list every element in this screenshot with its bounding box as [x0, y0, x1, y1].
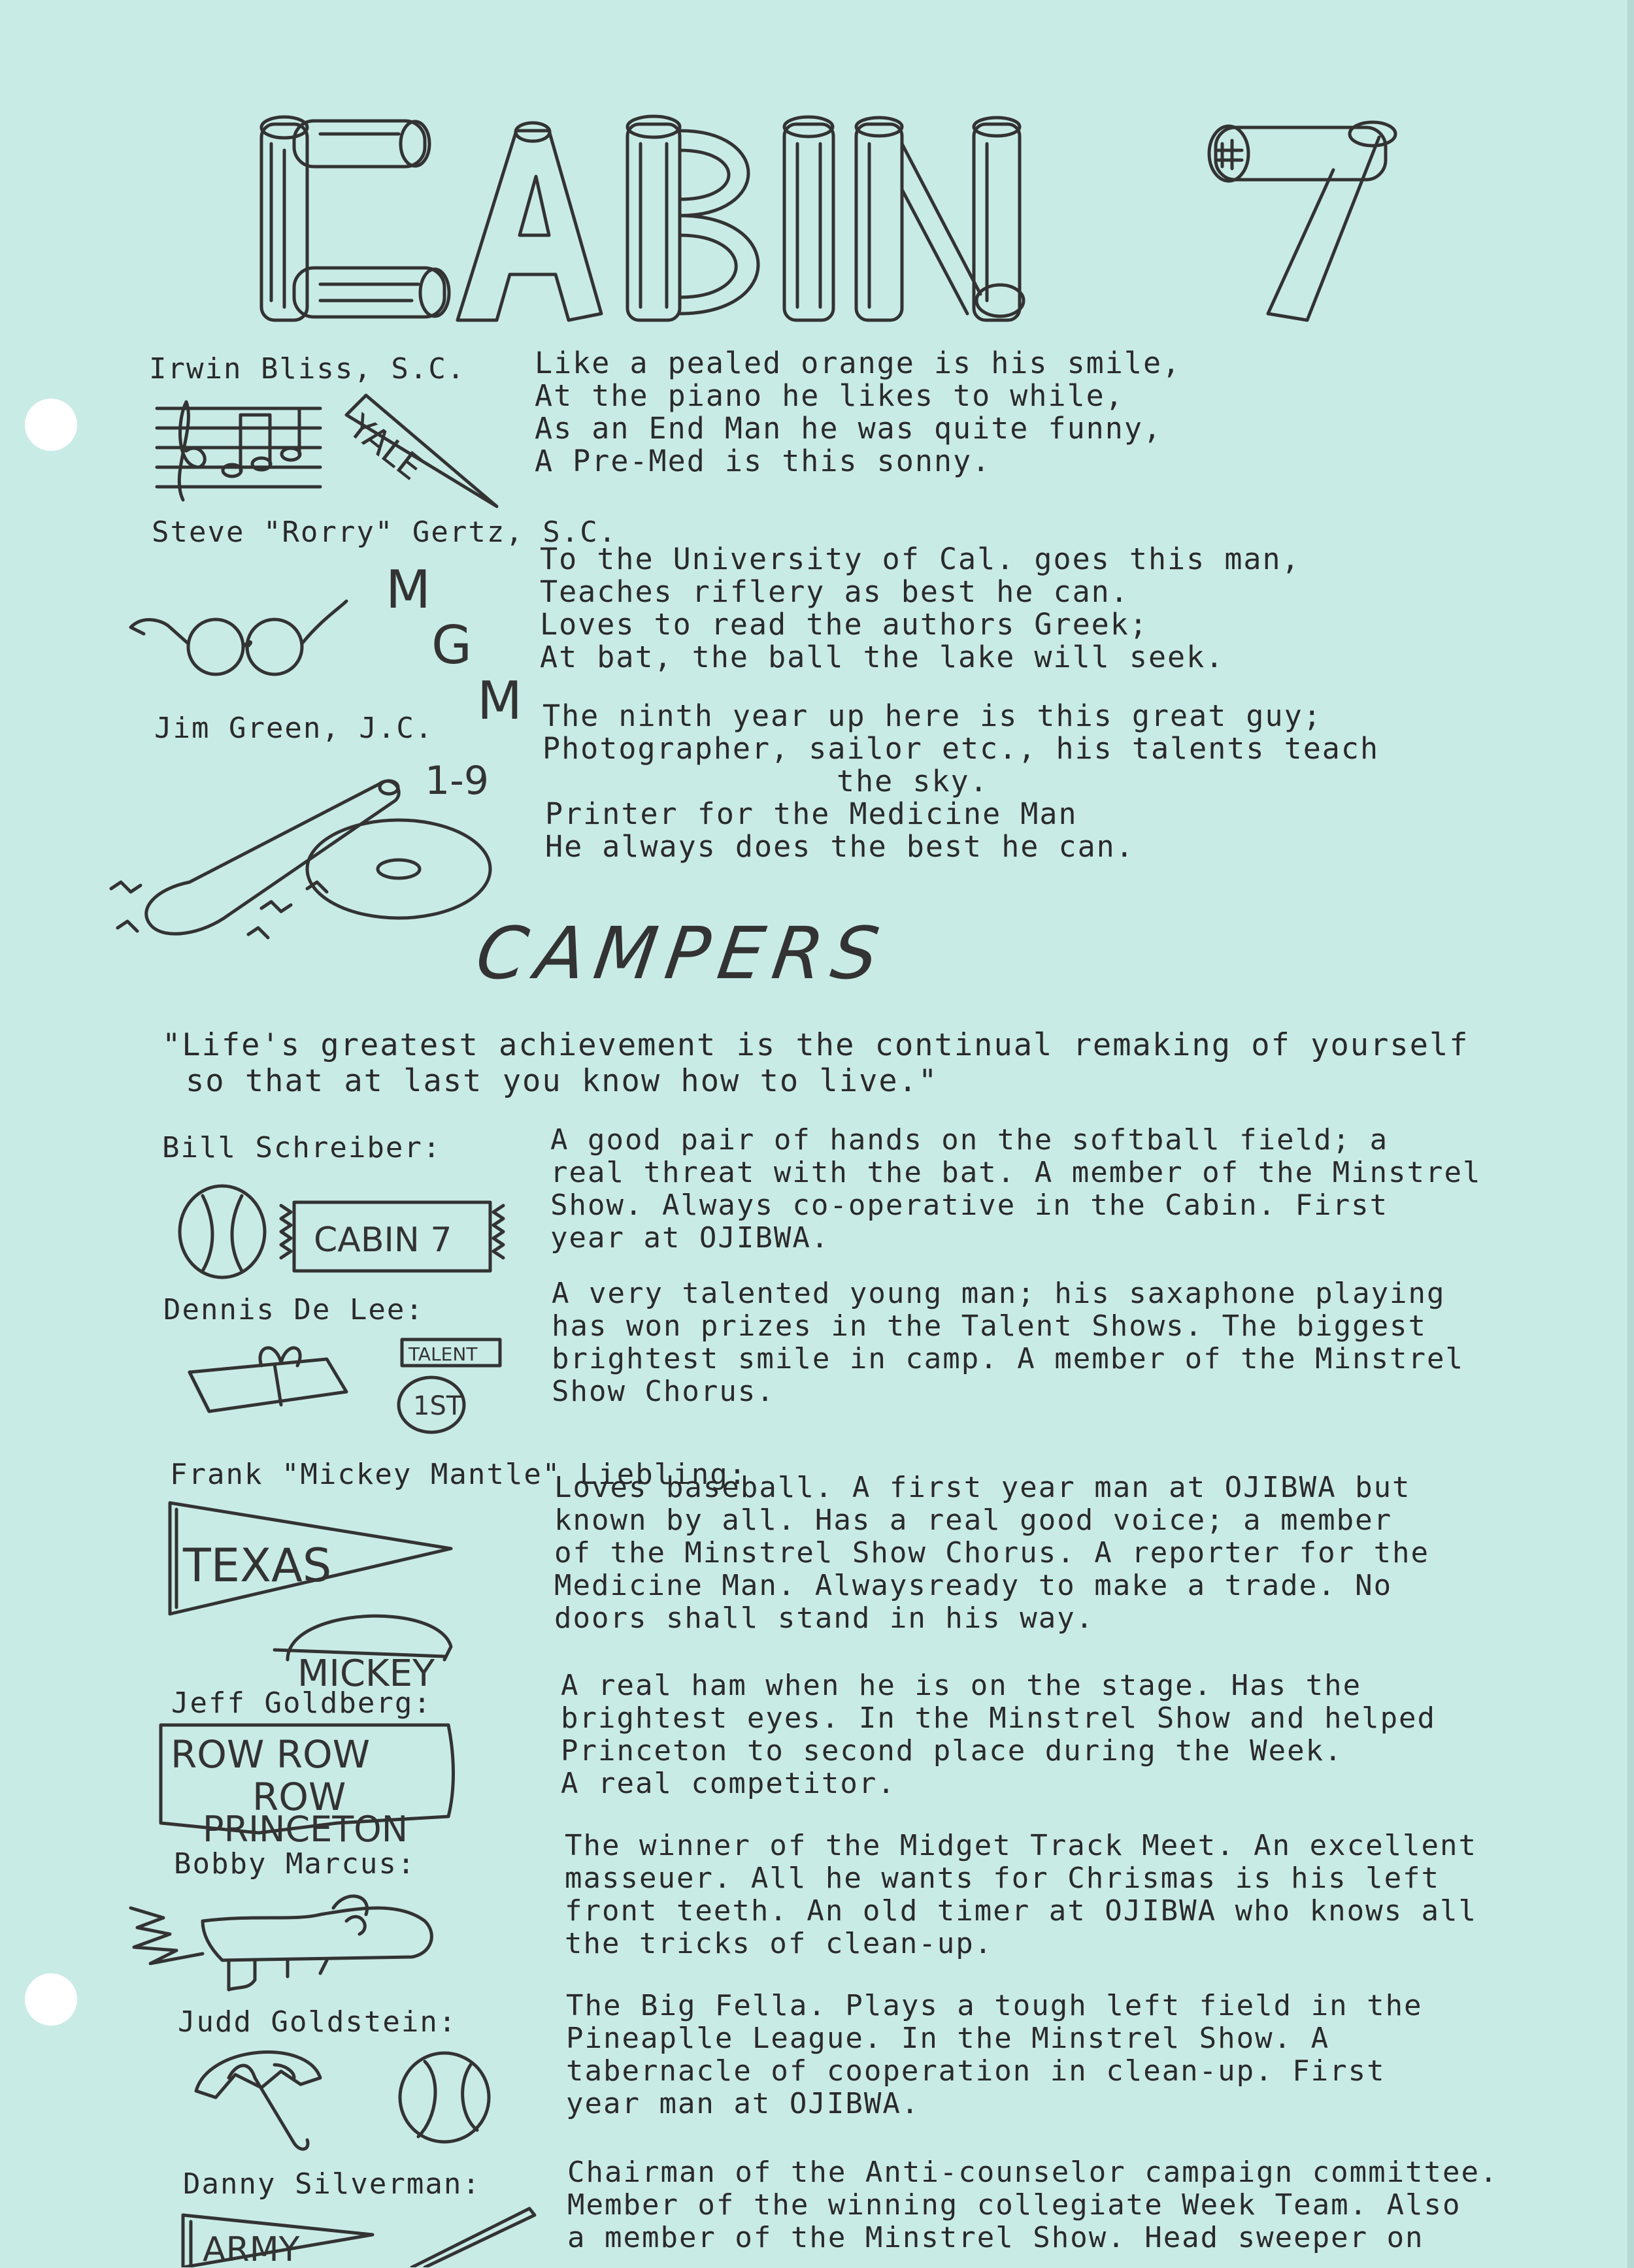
svg-text:1-9: 1-9: [425, 758, 489, 804]
counselor-name-bliss: Irwin Bliss, S.C.: [149, 352, 466, 386]
verse-line: Printer for the Medicine Man: [545, 797, 1078, 831]
svg-text:CABIN 7: CABIN 7: [314, 1221, 452, 1260]
eyeglasses-doodle: [124, 588, 359, 693]
verse-line: A Pre-Med is this sonny.: [535, 444, 992, 478]
svg-text:TALENT: TALENT: [408, 1343, 478, 1365]
svg-text:ROW ROW: ROW ROW: [171, 1732, 371, 1777]
camper-name-marcus: Bobby Marcus:: [174, 1847, 416, 1881]
svg-text:M: M: [386, 559, 431, 620]
verse-line: At bat, the ball the lake will seek.: [540, 640, 1225, 674]
quote-line: "Life's greatest achievement is the continual remaking of yourself: [162, 1027, 1469, 1063]
bio-line: Chairman of the Anti-counselor campaign committee.: [567, 2156, 1499, 2189]
verse-line: He always does the best he can.: [545, 829, 1135, 864]
bio-line: A good pair of hands on the softball field; a: [550, 1123, 1389, 1157]
bio-line: A real competitor.: [561, 1767, 896, 1800]
bio-line: brightest eyes. In the Minstrel Show and helped: [561, 1701, 1437, 1735]
bio-line: a member of the Minstrel Show. Head sweeper on: [567, 2221, 1424, 2254]
bio-line: real threat with the bat. A member of the Minstrel: [550, 1156, 1482, 1189]
punch-hole-top: [25, 399, 77, 451]
camper-name-delee: Dennis De Lee:: [163, 1293, 424, 1326]
bio-line: the tricks of clean-up.: [565, 1927, 993, 1960]
bio-line: Medicine Man. Alwaysready to make a trade. No: [554, 1569, 1393, 1602]
princeton-label-doodle: [196, 1803, 497, 1849]
gift-box-and-talent-award-doodle: [183, 1326, 510, 1438]
bio-line: year man at OJIBWA.: [566, 2087, 920, 2120]
bio-line: Show Chorus.: [552, 1375, 775, 1408]
svg-text:PRINCETON: PRINCETON: [203, 1809, 408, 1849]
bio-line: A very talented young man; his saxaphone playing: [552, 1277, 1446, 1310]
bio-line: Pineaplle League. In the Minstrel Show. A: [566, 2022, 1330, 2055]
title-log-letters: [261, 116, 1395, 320]
svg-text:YALE: YALE: [341, 406, 430, 489]
bio-line: The Big Fella. Plays a tough left field in the: [566, 1989, 1423, 2022]
texas-pennant-and-mickey-cap-doodle: [157, 1496, 497, 1692]
bio-line: doors shall stand in his way.: [554, 1602, 1095, 1635]
verse-line: Like a pealed orange is his smile,: [535, 346, 1182, 380]
page-title: [248, 105, 1425, 340]
svg-text:ARMY: ARMY: [203, 2230, 300, 2267]
bio-line: year at OJIBWA.: [550, 1221, 830, 1255]
svg-text:M: M: [477, 670, 523, 725]
bio-line: The winner of the Midget Track Meet. An excellent: [565, 1829, 1478, 1862]
bio-line: known by all. Has a real good voice; a member: [554, 1504, 1393, 1537]
svg-text:ROW: ROW: [252, 1775, 346, 1819]
bio-line: A real ham when he is on the stage. Has the: [561, 1669, 1362, 1702]
umbrella-and-ball-doodle: [190, 2039, 503, 2156]
bio-line: Show. Always co-operative in the Cabin. First: [550, 1189, 1389, 1222]
bio-line: Loves baseball. A first year man at OJIBWA but: [554, 1471, 1411, 1504]
bio-line: of the Minstrel Show Chorus. A reporter for the: [554, 1536, 1430, 1570]
army-pennant-and-rifle-doodle: [176, 2195, 542, 2267]
campers-heading: CAMPERS: [471, 912, 893, 995]
verse-line: Loves to read the authors Greek;: [540, 607, 1148, 642]
quote-line: so that at last you know how to live.": [186, 1063, 939, 1099]
bio-line: front teeth. An old timer at OJIBWA who knows all: [565, 1894, 1478, 1928]
bio-line: Member of the winning collegiate Week Team. Also: [567, 2188, 1461, 2222]
bio-line: brightest smile in camp. A member of the Minstrel: [552, 1342, 1465, 1375]
mgm-letters-doodle: [379, 555, 536, 725]
softball-and-cabin-sign-doodle: [170, 1176, 510, 1287]
camper-name-goldstein: Judd Goldstein:: [178, 2005, 458, 2039]
camper-name-schreiber: Bill Schreiber:: [162, 1131, 442, 1164]
verse-line: Photographer, sailor etc., his talents teach: [542, 731, 1380, 766]
punch-hole-bottom: [25, 1973, 77, 2026]
bio-line: tabernacle of cooperation in clean-up. First: [566, 2054, 1386, 2088]
svg-text:TEXAS: TEXAS: [183, 1539, 332, 1592]
track-shoe-doodle: [124, 1882, 451, 1999]
verse-line: As an End Man he was quite funny,: [535, 411, 1163, 446]
verse-line: Teaches riflery as best he can.: [540, 574, 1129, 609]
yale-pennant-label: [340, 392, 497, 523]
bio-line: has won prizes in the Talent Shows. The biggest: [552, 1309, 1427, 1343]
bio-line: Princeton to second place during the Week.: [561, 1734, 1343, 1767]
camper-name-goldberg: Jeff Goldberg:: [171, 1686, 432, 1720]
score-doodle: [418, 751, 523, 810]
verse-line: the sky.: [837, 764, 989, 798]
svg-text:G: G: [431, 615, 472, 676]
camper-name-liebling: Frank "Mickey Mantle" Liebling:: [170, 1458, 748, 1491]
verse-line: The ninth year up here is this great guy;: [542, 698, 1322, 733]
counselor-name-green: Jim Green, J.C.: [154, 712, 434, 745]
page-edge-shadow: [1627, 0, 1634, 2268]
verse-line: To the University of Cal. goes this man,: [540, 542, 1301, 576]
camper-name-silverman: Danny Silverman:: [183, 2167, 481, 2201]
counselor-name-gertz: Steve "Rorry" Gertz, S.C.: [152, 516, 618, 549]
verse-line: At the piano he likes to while,: [535, 378, 1124, 413]
svg-text:MICKEY: MICKEY: [297, 1652, 435, 1692]
bio-line: masseuer. All he wants for Chrismas is his left: [565, 1862, 1441, 1895]
svg-text:1ST: 1ST: [413, 1391, 463, 1421]
